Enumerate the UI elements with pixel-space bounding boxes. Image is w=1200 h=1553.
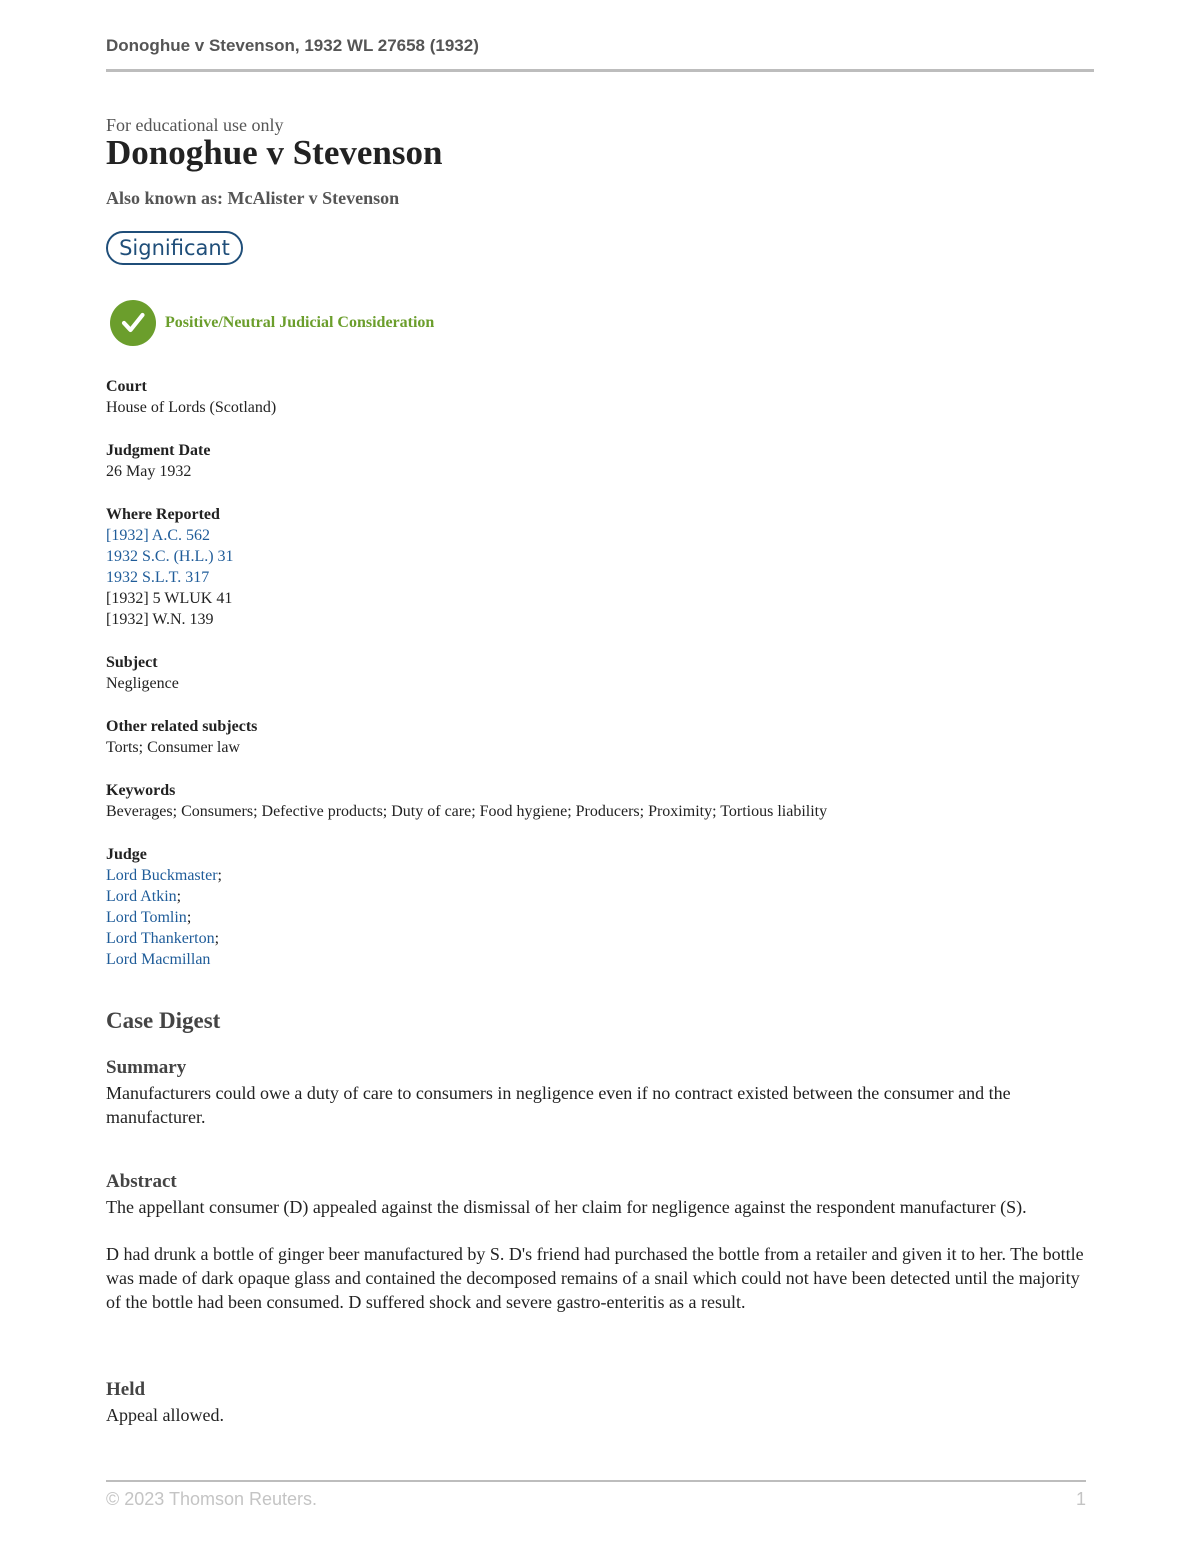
judge-label: Judge bbox=[106, 846, 147, 863]
copyright-notice: © 2023 Thomson Reuters. bbox=[106, 1489, 318, 1509]
keywords-field bbox=[106, 780, 1096, 822]
report-link[interactable]: 1932 S.C. (H.L.) 31 bbox=[106, 548, 234, 565]
where-reported-label: Where Reported bbox=[106, 506, 220, 523]
report-citation: [1932] 5 WLUK 41 bbox=[106, 590, 233, 607]
report-link[interactable]: [1932] A.C. 562 bbox=[106, 527, 210, 544]
other-subjects-field bbox=[106, 716, 1096, 758]
judgment-date-field bbox=[106, 440, 1096, 482]
court-value: House of Lords (Scotland) bbox=[106, 399, 277, 416]
summary-text: Manufacturers could owe a duty of care to consumers in negligence even if no contract existed between the consumer and the manufacturer. bbox=[106, 1083, 1011, 1127]
case-digest-heading: Case Digest bbox=[106, 1008, 221, 1033]
other-subjects-value: Torts; Consumer law bbox=[106, 739, 240, 756]
judge-separator: ; bbox=[217, 867, 222, 884]
held-label: Held bbox=[106, 1379, 146, 1400]
educational-notice: For educational use only bbox=[106, 115, 284, 135]
judge-link[interactable]: Lord Tomlin bbox=[106, 909, 187, 926]
judge-link[interactable]: Lord Buckmaster bbox=[106, 867, 218, 884]
checkmark-icon bbox=[110, 300, 156, 346]
page-number: 1 bbox=[1076, 1489, 1087, 1509]
keywords-label: Keywords bbox=[106, 782, 176, 799]
held-text: Appeal allowed. bbox=[106, 1405, 224, 1425]
judicial-consideration-flag[interactable] bbox=[110, 300, 434, 346]
case-title: Donoghue v Stevenson bbox=[106, 133, 443, 172]
abstract-label: Abstract bbox=[106, 1171, 177, 1192]
subject-field bbox=[106, 652, 1096, 694]
judge-link[interactable]: Lord Atkin bbox=[106, 888, 177, 905]
judge-separator: ; bbox=[214, 930, 220, 947]
document-header bbox=[106, 36, 1094, 72]
judge-field bbox=[106, 844, 1096, 970]
report-citation: [1932] W.N. 139 bbox=[106, 611, 214, 628]
report-link[interactable]: 1932 S.L.T. 317 bbox=[106, 569, 210, 586]
case-metadata bbox=[106, 376, 1096, 992]
where-reported-field bbox=[106, 504, 1096, 630]
also-known-as: Also known as: McAlister v Stevenson bbox=[106, 188, 400, 208]
other-subjects-label: Other related subjects bbox=[106, 718, 258, 735]
footer-divider bbox=[106, 1480, 1086, 1482]
court-field bbox=[106, 376, 1096, 418]
judgment-date-value: 26 May 1932 bbox=[106, 463, 192, 480]
judge-link[interactable]: Lord Macmillan bbox=[106, 951, 211, 968]
keywords-value: Beverages; Consumers; Defective products; Duty of care; Food hygiene; Producers; Proximity; Tortious liability bbox=[106, 803, 828, 820]
judicial-consideration-label: Positive/Neutral Judicial Consideration bbox=[165, 314, 435, 331]
judgment-date-label: Judgment Date bbox=[106, 442, 211, 459]
subject-label: Subject bbox=[106, 654, 158, 671]
subject-value: Negligence bbox=[106, 675, 179, 692]
header-citation: Donoghue v Stevenson, 1932 WL 27658 (1932) bbox=[106, 36, 479, 55]
judge-separator: ; bbox=[176, 888, 182, 905]
significant-badge: Significant bbox=[106, 231, 243, 265]
judge-link[interactable]: Lord Thankerton bbox=[106, 930, 215, 947]
court-label: Court bbox=[106, 378, 147, 395]
abstract-paragraph-2: D had drunk a bottle of ginger beer manufactured by S. D's friend had purchased the bottle from a retailer and given it to her. The bottle was made of dark opaque glass and contained the decomposed remains of a snail which could not have been detected until the majority of the bottle had been consumed. D suffered shock and severe gastro-enteritis as a result. bbox=[106, 1244, 1084, 1312]
summary-label: Summary bbox=[106, 1057, 187, 1078]
abstract-paragraph-1: The appellant consumer (D) appealed against the dismissal of her claim for negligence against the respondent manufacturer (S). bbox=[106, 1197, 1027, 1217]
judge-separator: ; bbox=[186, 909, 192, 926]
